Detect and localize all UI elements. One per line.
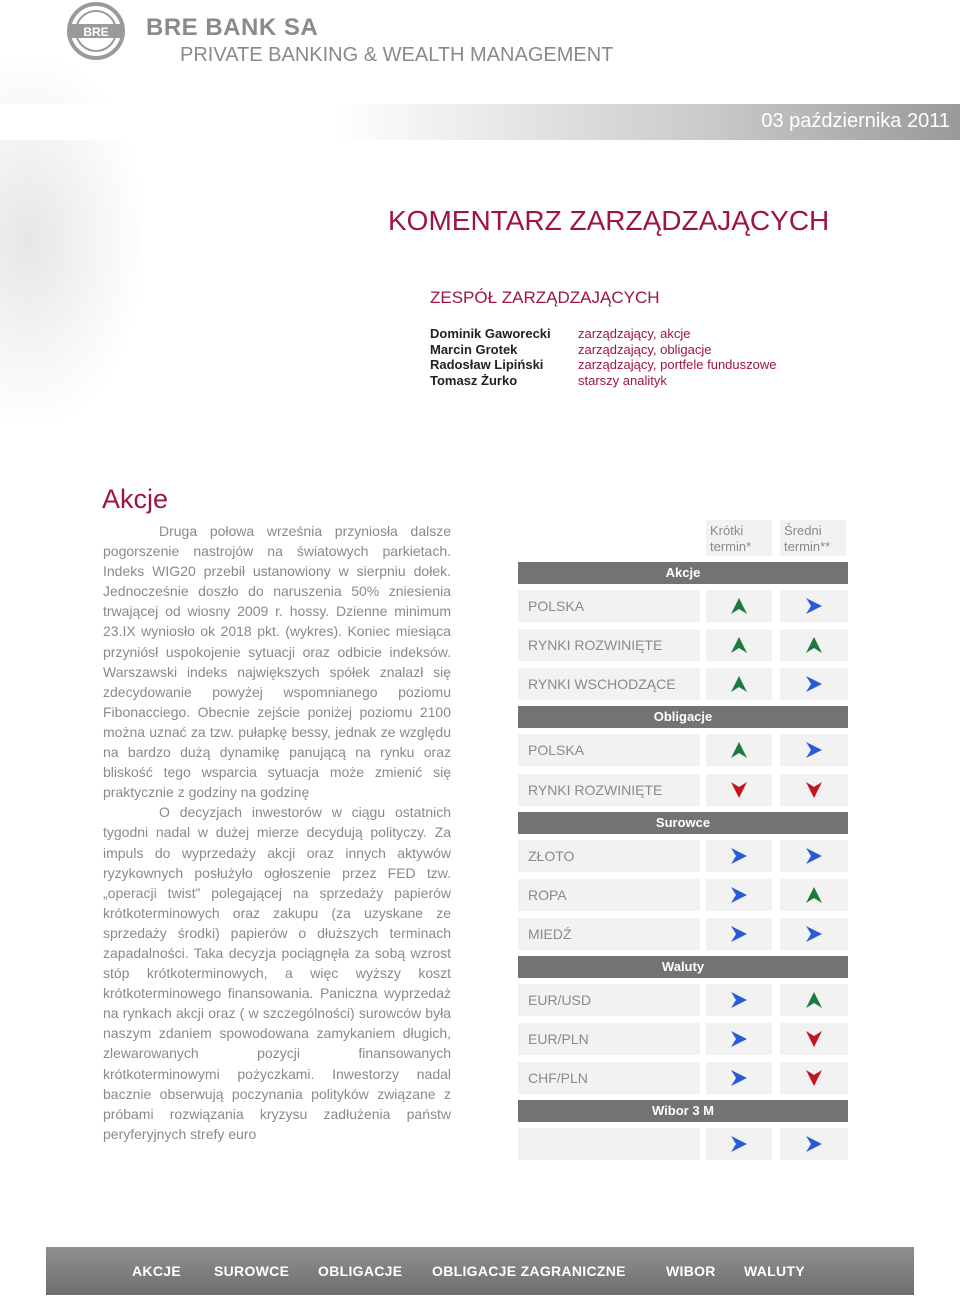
arrow-up-icon (729, 635, 749, 655)
medium-term-cell (780, 1128, 848, 1160)
footer-link-wibor[interactable]: WIBOR (666, 1263, 716, 1279)
medium-term-cell (780, 668, 848, 700)
arrow-right-icon (729, 885, 749, 905)
col-header-medium: Średni termin** (780, 520, 846, 556)
outlook-row (518, 1023, 848, 1055)
outlook-row (518, 840, 848, 872)
arrow-up-icon (729, 596, 749, 616)
group-header: Akcje (518, 562, 848, 584)
footer-link-surowce[interactable]: SUROWCE (214, 1263, 290, 1279)
short-term-cell (706, 984, 772, 1016)
group-header: Wibor 3 M (518, 1100, 848, 1122)
short-term-cell (706, 590, 772, 622)
outlook-row (518, 1062, 848, 1094)
row-label: POLSKA (518, 590, 700, 622)
arrow-down-icon (804, 780, 824, 800)
medium-term-cell (780, 734, 848, 766)
report-date: 03 października 2011 (761, 110, 950, 132)
team-title: ZESPÓŁ ZARZĄDZAJĄCYCH (430, 288, 660, 307)
row-label: EUR/PLN (518, 1023, 700, 1055)
footer-link-obligacje[interactable]: OBLIGACJE (318, 1263, 403, 1279)
medium-term-cell (780, 1062, 848, 1094)
article-paragraph: O decyzjach inwestorów w ciągu ostatnich tygodni nadal w dużej mierze decydują polityczy. Za impuls do wyprzedaży akcji oraz innych aktywów ryzykownych posłużyło ogłoszenie przez FED tzw. „operacji twist” polegającej na sprzedaży papierów krótkoterminowych oraz zakupu (za uzyskane ze sprzedaży środki) papierów o dłuższych terminach zapadalności. Taka decyzja pociągnęła za sobą wzrost stóp krótkoterminowych, a więc wyższy koszt krótkoterminowego finansowania. Paniczna wyprzedaż na rynkach akcji oraz ( w szczególności) surowców była naszym zdaniem spowodowana zamykaniem długich, zlewarowanych pozycji finansowanych krótkoterminowymi pożyczkami. Inwestorzy nadal bacznie obserwują poczynania polityków związane z próbami rozwiązania kryzysu zadłużenia państw peryferyjnych strefy euro (103, 804, 451, 1142)
arrow-right-icon (804, 596, 824, 616)
arrow-down-icon (729, 780, 749, 800)
team-member-role: zarządzający, obligacje (578, 341, 712, 357)
outlook-row (518, 668, 848, 700)
article-body (103, 521, 451, 1144)
arrow-right-icon (804, 924, 824, 944)
short-term-cell (706, 1062, 772, 1094)
arrow-right-icon (729, 1068, 749, 1088)
short-term-cell (706, 840, 772, 872)
brand-subtitle: PRIVATE BANKING & WEALTH MANAGEMENT (180, 44, 614, 66)
team-names (430, 326, 551, 388)
outlook-row (518, 918, 848, 950)
medium-term-cell (780, 774, 848, 806)
short-term-cell (706, 918, 772, 950)
medium-term-cell (780, 629, 848, 661)
arrow-right-icon (729, 1029, 749, 1049)
footer-nav (46, 1247, 914, 1295)
group-header: Obligacje (518, 706, 848, 728)
short-term-cell (706, 774, 772, 806)
medium-term-cell (780, 590, 848, 622)
short-term-cell (706, 1023, 772, 1055)
team-roles (578, 326, 776, 388)
footer-link-akcje[interactable]: AKCJE (132, 1263, 181, 1279)
bre-logo (64, 2, 128, 60)
short-term-cell (706, 629, 772, 661)
outlook-row (518, 1128, 848, 1160)
short-term-cell (706, 879, 772, 911)
logo-text: BRE (83, 25, 109, 39)
outlook-row (518, 734, 848, 766)
row-label: RYNKI ROZWINIĘTE (518, 629, 700, 661)
footer-link-obligacje-zagraniczne[interactable]: OBLIGACJE ZAGRANICZNE (432, 1263, 626, 1279)
medium-term-cell (780, 879, 848, 911)
row-label: RYNKI WSCHODZĄCE (518, 668, 700, 700)
arrow-up-icon (729, 740, 749, 760)
col-header-short: Krótki termin* (706, 520, 772, 556)
arrow-up-icon (804, 885, 824, 905)
arrow-right-icon (729, 924, 749, 944)
short-term-cell (706, 1128, 772, 1160)
article-paragraph: Druga połowa września przyniosła dalsze pogorszenie nastrojów na światowych parkietach. Indeks WIG20 przebił ustanowiony w sierpniu dołek. Jednocześnie doszło do naruszenia 50% zniesienia trwającej od wiosny 2009 r. hossy. Dzienne minimum 23.IX wyniosło ok 2018 pkt. (wykres). Koniec miesiąca przyniósł uspokojenie sytuacji oraz odbicie indeksów. Warszawski indeks największych spółek znalazł się zdecydowanie powyżej wspomnianego poziomu Fibonacciego. Obecnie zejście poniżej poziomu 2100 można uznać za tzw. pułapkę bessy, jednak ze względu na bardzo dużą dynamikę panującą na rynku oraz bliskość tego wsparcia sytuacja może zmienić się praktycznie z godziny na godzinę (103, 523, 451, 801)
arrow-right-icon (804, 740, 824, 760)
team-member-role: zarządzający, akcje (578, 326, 691, 341)
row-label: CHF/PLN (518, 1062, 700, 1094)
arrow-right-icon (729, 990, 749, 1010)
medium-term-cell (780, 984, 848, 1016)
group-header: Surowce (518, 812, 848, 834)
outlook-row (518, 879, 848, 911)
medium-term-cell (780, 918, 848, 950)
row-label: ZŁOTO (518, 840, 700, 872)
medium-term-cell (780, 840, 848, 872)
arrow-right-icon (804, 674, 824, 694)
arrow-up-icon (804, 990, 824, 1010)
arrow-right-icon (729, 1134, 749, 1154)
arrow-right-icon (804, 846, 824, 866)
row-label: MIEDŹ (518, 918, 700, 950)
arrow-right-icon (729, 846, 749, 866)
short-term-cell (706, 668, 772, 700)
team-member-name: Dominik Gaworecki (430, 326, 551, 341)
arrow-down-icon (804, 1068, 824, 1088)
row-label (518, 1128, 700, 1160)
page-title: KOMENTARZ ZARZĄDZAJĄCYCH (388, 205, 830, 236)
team-member-role: starszy analityk (578, 372, 667, 388)
row-label: POLSKA (518, 734, 700, 766)
section-title: Akcje (102, 484, 169, 514)
row-label: ROPA (518, 879, 700, 911)
team-member-name: Tomasz Żurko (430, 372, 518, 388)
row-label: EUR/USD (518, 984, 700, 1016)
group-header: Waluty (518, 956, 848, 978)
arrow-up-icon (804, 635, 824, 655)
arrow-up-icon (729, 674, 749, 694)
team-member-name: Marcin Grotek (430, 341, 518, 357)
outlook-row (518, 629, 848, 661)
outlook-row (518, 590, 848, 622)
arrow-right-icon (804, 1134, 824, 1154)
outlook-row (518, 984, 848, 1016)
footer-link-waluty[interactable]: WALUTY (744, 1263, 805, 1279)
short-term-cell (706, 734, 772, 766)
brand-name: BRE BANK SA (146, 14, 319, 41)
row-label: RYNKI ROZWINIĘTE (518, 774, 700, 806)
arrow-down-icon (804, 1029, 824, 1049)
outlook-row (518, 774, 848, 806)
medium-term-cell (780, 1023, 848, 1055)
team-member-role: zarządzający, portfele funduszowe (578, 357, 777, 372)
team-member-name: Radosław Lipiński (430, 357, 544, 372)
